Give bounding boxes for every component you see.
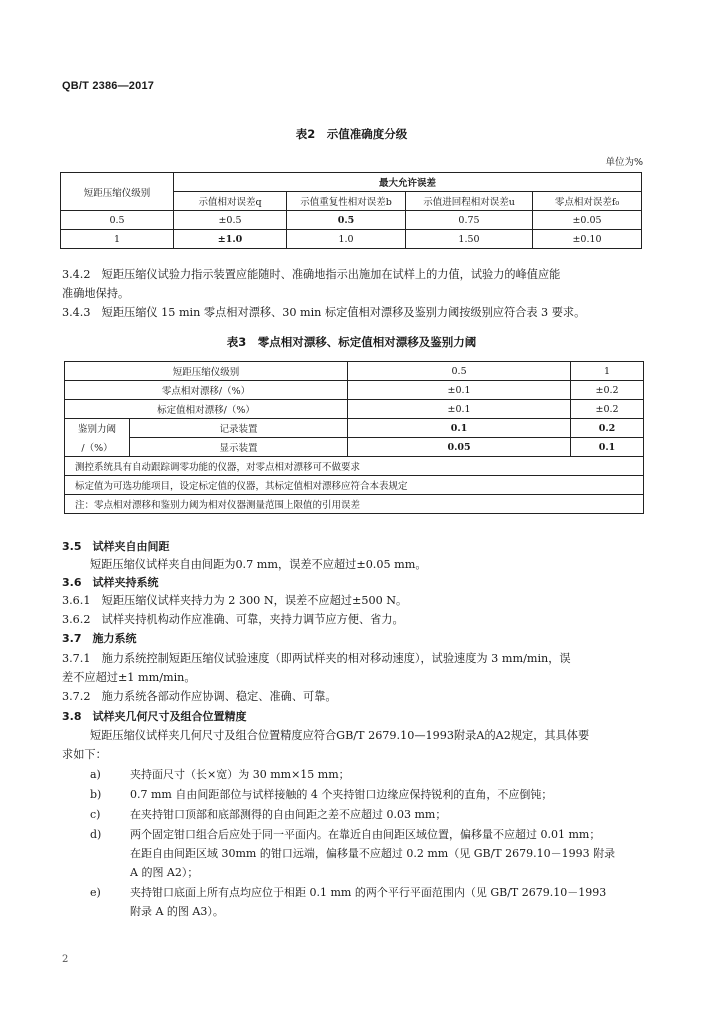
table-row (65, 400, 644, 419)
list-item-label: d) (90, 828, 102, 841)
table-row (61, 211, 642, 230)
table-cell: 0.05 (348, 438, 571, 457)
table-cell: 0.5 (287, 211, 406, 230)
list-item (90, 766, 350, 782)
list-item-label: b) (90, 788, 102, 801)
standard-code-header: QB/T 2386—2017 (62, 80, 155, 92)
table-cell: 标定值相对漂移/（%） (65, 400, 348, 419)
table-row (65, 362, 644, 381)
table-cell: 显示装置 (130, 438, 348, 457)
section-3-7-1-line1: 3.7.1 施力系统控制短距压缩仪试验速度（即两试样夹的相对移动速度），试验速度为 3 mm/min，误 (62, 652, 571, 665)
table-row (65, 457, 644, 476)
list-item-continuation: A 的图 A2）； (130, 866, 199, 879)
table-cell: 0.5 (61, 211, 174, 230)
list-item-label: c) (90, 808, 101, 821)
table3-caption: 表3 零点相对漂移、标定值相对漂移及鉴别力阈 (226, 335, 477, 349)
table2-col-header: 示值进回程相对误差u (406, 192, 533, 211)
list-item-label: a) (90, 768, 101, 781)
table-cell: 零点相对漂移/（%） (65, 381, 348, 400)
list-item (90, 806, 446, 822)
list-item-text: 夹持钳口底面上所有点均应位于相距 0.1 mm 的两个平行平面范围内（见 GB/T 2679.10－1993 (130, 886, 607, 899)
table-cell: 1.0 (287, 230, 406, 249)
table3-note: 标定值为可选功能项目，设定标定值的仪器，其标定值相对漂移应符合本表规定 (65, 476, 644, 495)
section-3-8-heading: 3.8 试样夹几何尺寸及组合位置精度 (62, 710, 247, 723)
table-row (65, 495, 644, 514)
section-3-8-line2: 求如下： (62, 748, 107, 761)
page-number: 2 (62, 954, 69, 965)
table-row (65, 476, 644, 495)
section-3-5-text: 短距压缩仪试样夹自由间距为0.7 mm，误差不应超过±0.05 mm。 (90, 558, 427, 571)
list-item (90, 884, 606, 900)
paragraph-3-4-2-line1: 3.4.2 短距压缩仪试验力指示装置应能随时、准确地指示出施加在试样上的力值，试验力的峰值应能 (62, 268, 561, 281)
table3-header-level: 1 (571, 362, 644, 381)
table-cell: ±0.1 (348, 381, 571, 400)
table-cell: ±0.5 (174, 211, 287, 230)
table2-unit: 单位为% (605, 157, 643, 168)
section-3-6-heading: 3.6 试样夹持系统 (62, 576, 159, 589)
table-cell: ±0.2 (571, 381, 644, 400)
table-row (65, 438, 644, 457)
list-item-continuation: 在距自由间距区域 30mm 的钳口远端，偏移量不应超过 0.2 mm（见 GB/T 2679.10－1993 附录 (130, 847, 616, 860)
table2-caption: 表2 示值准确度分级 (295, 127, 408, 141)
section-3-7-1-line2: 差不应超过±1 mm/min。 (62, 671, 196, 684)
table-cell: 0.75 (406, 211, 533, 230)
table3-header-level: 0.5 (348, 362, 571, 381)
table-row (65, 419, 644, 438)
table3-threshold-label: 鉴别力阈 (65, 419, 130, 438)
section-3-6-1: 3.6.1 短距压缩仪试样夹持力为 2 300 N，误差不应超过±500 N。 (62, 594, 408, 607)
table-cell: ±0.05 (533, 211, 642, 230)
table3-note: 测控系统具有自动跟踪调零功能的仪器，对零点相对漂移可不做要求 (65, 457, 644, 476)
table-cell: ±0.1 (348, 400, 571, 419)
list-item-text: 0.7 mm 自由间距部位与试样接触的 4 个夹持钳口边缘应保持锐利的直角，不应倒钝； (130, 788, 553, 801)
paragraph-3-4-3: 3.4.3 短距压缩仪 15 min 零点相对漂移、30 min 标定值相对漂移及鉴别力阈按级别应符合表 3 要求。 (62, 306, 586, 319)
list-item-text: 两个固定钳口组合后应处于同一平面内。在靠近自由间距区域位置，偏移量不应超过 0.01 mm； (130, 828, 601, 841)
table3-header-label: 短距压缩仪级别 (65, 362, 348, 381)
table-cell: ±0.2 (571, 400, 644, 419)
table-cell: ±0.10 (533, 230, 642, 249)
table-cell: 记录装置 (130, 419, 348, 438)
list-item-text: 夹持面尺寸（长×宽）为 30 mm×15 mm； (130, 768, 350, 781)
list-item (90, 786, 552, 802)
table-cell: ±1.0 (174, 230, 287, 249)
list-item-continuation: 附录 A 的图 A3）。 (130, 905, 224, 918)
list-item-label: e) (90, 886, 101, 899)
table3 (64, 361, 644, 514)
table3-note: 注：零点相对漂移和鉴别力阈为相对仪器测量范围上限值的引用误差 (65, 495, 644, 514)
paragraph-3-4-2-line2: 准确地保持。 (62, 287, 130, 300)
table-cell: 1 (61, 230, 174, 249)
section-3-7-heading: 3.7 施力系统 (62, 632, 137, 645)
section-3-8-line1: 短距压缩仪试样夹几何尺寸及组合位置精度应符合GB/T 2679.10—1993附录A的A2规定，其具体要 (90, 729, 590, 742)
list-item-text: 在夹持钳口顶部和底部测得的自由间距之差不应超过 0.03 mm； (130, 808, 447, 821)
table-cell: 1.50 (406, 230, 533, 249)
table-cell: 0.2 (571, 419, 644, 438)
table2-row-header: 短距压缩仪级别 (61, 173, 174, 211)
section-3-5-heading: 3.5 试样夹自由间距 (62, 540, 170, 553)
table2-col-header: 示值重复性相对误差b (287, 192, 406, 211)
section-3-6-2: 3.6.2 试样夹持机构动作应准确、可靠，夹持力调节应方便、省力。 (62, 613, 404, 626)
table-row (61, 230, 642, 249)
list-item (90, 826, 600, 842)
section-3-7-2: 3.7.2 施力系统各部动作应协调、稳定、准确、可靠。 (62, 690, 337, 703)
table2 (60, 172, 642, 249)
table-cell: 0.1 (348, 419, 571, 438)
table2-group-header: 最大允许误差 (174, 173, 642, 192)
table3-threshold-unit: /（%） (65, 438, 130, 457)
table2-col-header: 零点相对误差f₀ (533, 192, 642, 211)
table-row (65, 381, 644, 400)
table-cell: 0.1 (571, 438, 644, 457)
table2-col-header: 示值相对误差q (174, 192, 287, 211)
